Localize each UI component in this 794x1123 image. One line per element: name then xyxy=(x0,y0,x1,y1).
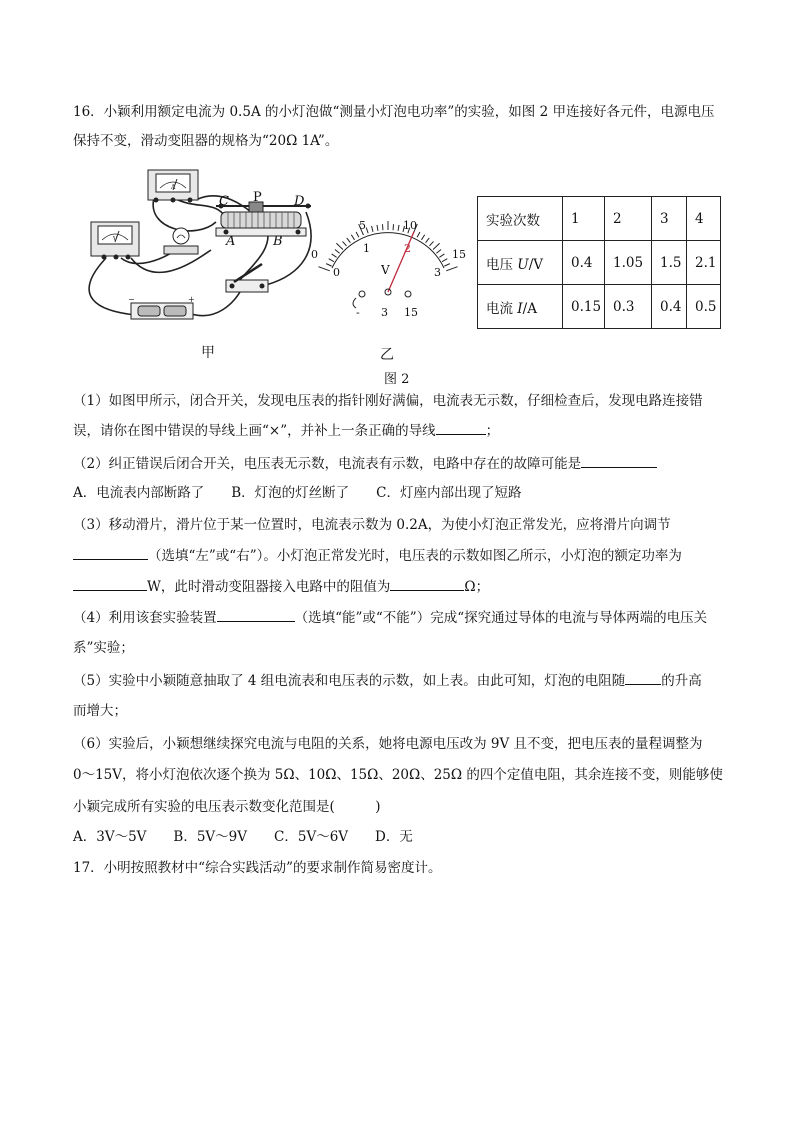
answer-blank[interactable] xyxy=(625,669,661,685)
voltmeter xyxy=(91,222,139,260)
dial-needle xyxy=(388,231,414,292)
voltmeter-dial xyxy=(308,212,468,322)
dial-tick xyxy=(436,250,441,254)
dial-tick xyxy=(329,259,334,262)
table-cell: 0.4 xyxy=(563,241,605,285)
answer-blank[interactable] xyxy=(73,544,148,560)
dial-tick xyxy=(347,238,351,243)
table-row-voltage xyxy=(478,241,721,285)
label-B: B xyxy=(273,234,283,249)
dial-tick xyxy=(421,235,424,240)
dial-inner-2: 2 xyxy=(404,242,411,255)
dial-inner-0: 0 xyxy=(333,266,340,279)
dial-tick xyxy=(335,250,340,254)
table-cell: 2.1 xyxy=(687,241,721,285)
dial-tick xyxy=(326,264,331,267)
answer-blank[interactable] xyxy=(73,575,147,591)
answer-blank[interactable] xyxy=(436,419,486,435)
dial-outer-5: 5 xyxy=(359,219,366,232)
answer-blank[interactable] xyxy=(217,606,295,622)
ammeter xyxy=(148,170,198,203)
circuit-diagram xyxy=(76,160,326,330)
table-row-current xyxy=(478,285,721,329)
dial-inner-3: 3 xyxy=(434,266,441,279)
q16-intro-line1: 16．小颖利用额定电流为 0.5A 的小灯泡做“测量小灯泡电功率”的实验，如图 2 甲连接好各元件，电源电压 xyxy=(73,104,715,120)
q16-p6-options: A．3V～5V B．5V～9V C．5V～6V D．无 xyxy=(73,829,413,845)
dial-tick xyxy=(417,232,420,237)
q16-p5-line1: （5）实验中小颖随意抽取了 4 组电流表和电压表的示数，如上表。由此可知，灯泡的电阻随 的升高 xyxy=(73,667,723,696)
figure-caption: 图 2 xyxy=(384,372,410,387)
dial-tick xyxy=(398,225,399,231)
terminal-3: 3 xyxy=(381,306,388,319)
svg-text:−: − xyxy=(128,295,135,304)
table-row-header xyxy=(478,197,721,241)
q16-p3-line2: （选填“左”或“右”）。小灯泡正常发光时，电压表的示数如图乙所示，小灯泡的额定功率为 xyxy=(73,542,723,571)
label-P: P xyxy=(253,190,262,205)
table-cell: 0.3 xyxy=(605,285,652,329)
label-C: C xyxy=(219,194,229,209)
svg-text:V: V xyxy=(113,236,118,243)
label-D: D xyxy=(294,194,305,209)
q16-p3-line3: W，此时滑动变阻器接入电路中的阻值为 Ω； xyxy=(73,573,723,602)
q16-p1-line2: 误，请你在图中错误的导线上画“×”，并补上一条正确的导线 ； xyxy=(73,417,723,446)
row-label: 电流 I/A xyxy=(478,285,563,329)
dial-tick xyxy=(439,254,444,257)
dial-tick xyxy=(426,238,430,243)
header-cell: 1 xyxy=(563,197,605,241)
q16-p3-line1: （3）移动滑片，滑片位于某一位置时，电流表示数为 0.2A，为使小灯泡正常发光，应将滑片向调节 xyxy=(73,517,671,533)
svg-text:A: A xyxy=(171,184,176,191)
dial-tick xyxy=(366,228,368,234)
dial-tick xyxy=(433,243,440,249)
lamp xyxy=(164,228,198,254)
q16-p2-options: A．电流表内部断路了 B．灯泡的灯丝断了 C．灯座内部出现了短路 xyxy=(73,485,522,501)
label-A: A xyxy=(226,234,236,249)
header-cell: 3 xyxy=(652,197,687,241)
dial-tick xyxy=(372,226,373,232)
answer-blank[interactable] xyxy=(581,452,657,468)
q16-p6-line3: 小颖完成所有实验的电压表示数变化范围是( ) xyxy=(73,799,381,815)
dial-tick xyxy=(442,259,447,262)
dial-tick xyxy=(429,241,433,245)
q16-p2-line1: （2）纠正错误后闭合开关，电压表无示数，电流表有示数，电路中存在的故障可能是 xyxy=(73,450,723,479)
data-table xyxy=(477,196,721,329)
q16-p4-line2: 系”实验； xyxy=(73,640,134,656)
q16-p4-line1: （4）利用该套实验装置 （选填“能”或“不能”）完成“探究通过导体的电流与导体两端的电压关 xyxy=(73,604,723,633)
q16-p6-line1: （6）实验后，小颖想继续探究电流与电阻的关系，她将电源电压改为 9V 且不变，把电压表的量程调整为 xyxy=(73,736,703,752)
switch xyxy=(226,264,268,292)
dial-outer-15: 15 xyxy=(452,248,466,261)
dial-outer-10: 10 xyxy=(403,219,417,232)
q16-p5-line2: 而增大； xyxy=(73,703,127,719)
figure-label-yi: 乙 xyxy=(380,347,394,363)
header-cell: 4 xyxy=(687,197,721,241)
dial-tick xyxy=(336,243,343,249)
table-cell: 1.05 xyxy=(605,241,652,285)
terminal-minus: - xyxy=(356,306,360,319)
dial-tick xyxy=(446,267,457,271)
table-cell: 0.15 xyxy=(563,285,605,329)
figure-label-jia: 甲 xyxy=(201,345,215,361)
q16-p1-line1: （1）如图甲所示，闭合开关，发现电压表的指针刚好满偏，电流表无示数，仔细检查后，发现电路连接错 xyxy=(73,393,703,409)
dial-tick xyxy=(377,225,378,231)
dial-tick xyxy=(342,241,346,245)
table-cell: 0.4 xyxy=(652,285,687,329)
dial-tick xyxy=(351,235,354,240)
header-cell: 2 xyxy=(605,197,652,241)
dial-unit: V xyxy=(381,263,390,277)
dial-tick xyxy=(356,232,359,237)
row-label: 电压 U/V xyxy=(478,241,563,285)
dial-tick xyxy=(318,267,329,271)
dial-tick xyxy=(444,264,449,267)
dial-inner-1: 1 xyxy=(363,242,370,255)
table-cell: 1.5 xyxy=(652,241,687,285)
q17-line1: 17．小明按照教材中“综合实践活动”的要求制作简易密度计。 xyxy=(73,860,442,876)
q16-intro-line2: 保持不变，滑动变阻器的规格为“20Ω 1A”。 xyxy=(73,133,339,149)
answer-blank[interactable] xyxy=(390,575,464,591)
dial-tick xyxy=(332,254,337,257)
battery xyxy=(128,295,195,319)
table-cell: 0.5 xyxy=(687,285,721,329)
svg-text:+: + xyxy=(188,295,195,304)
header-cell: 实验次数 xyxy=(478,197,563,241)
q16-p6-line2: 0～15V，将小灯泡依次逐个换为 5Ω、10Ω、15Ω、20Ω、25Ω 的四个定值电阻，其余连接不变，则能够使 xyxy=(73,767,723,783)
terminal-15: 15 xyxy=(404,306,418,319)
dial-outer-0: 0 xyxy=(311,248,318,261)
